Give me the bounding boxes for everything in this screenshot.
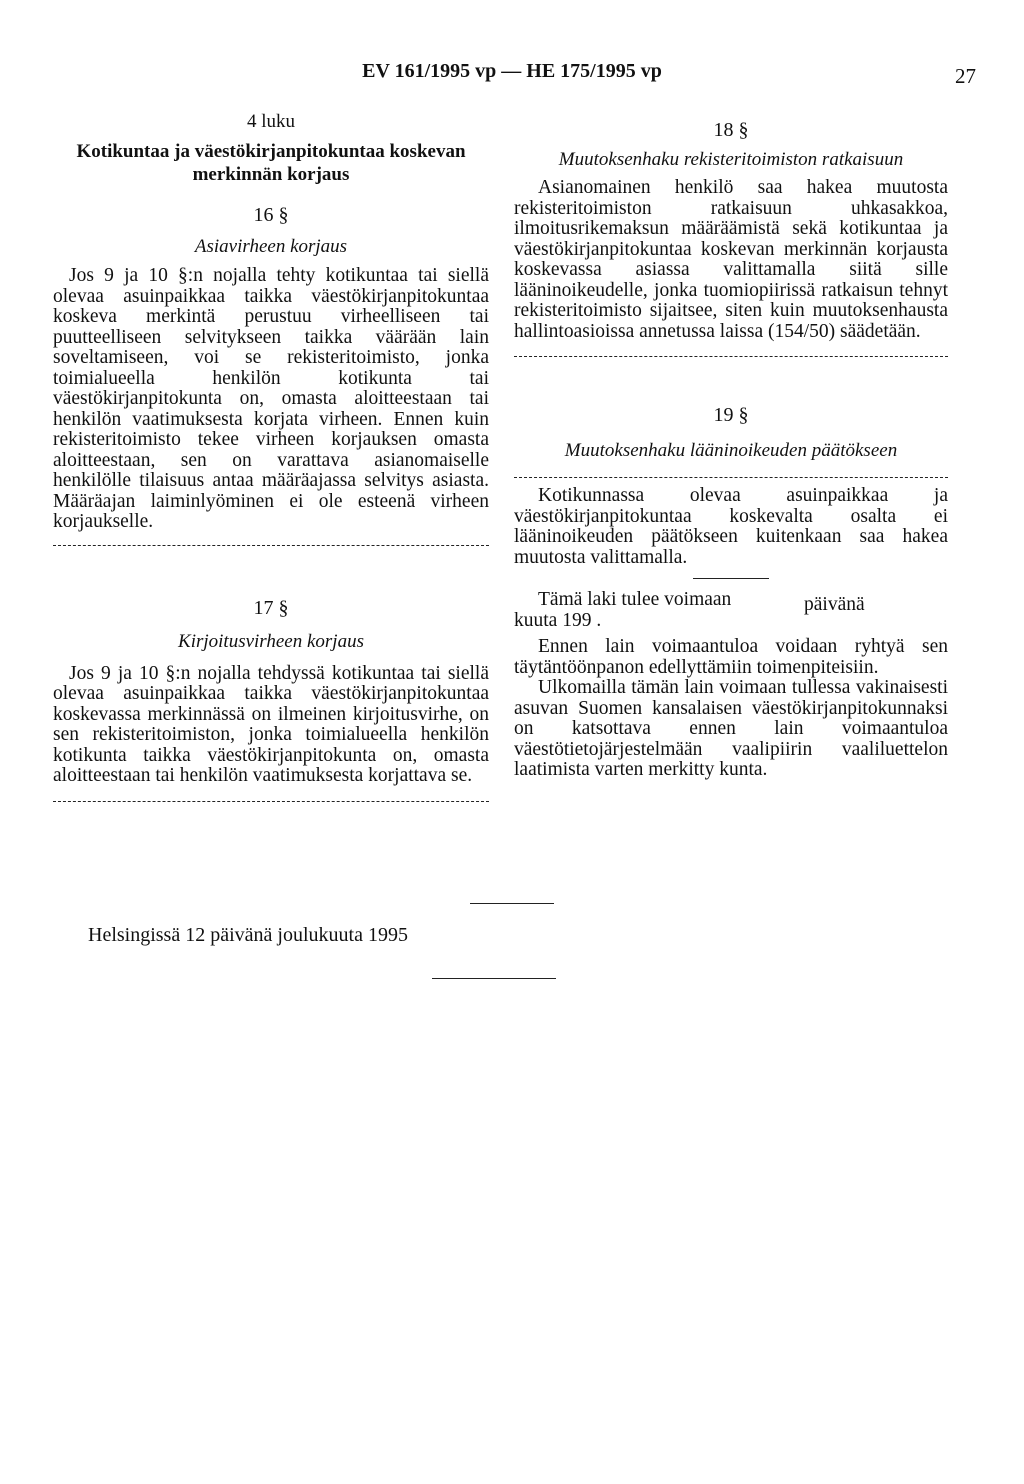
left-column <box>53 100 489 802</box>
section-19-text: Kotikunnassa olevaa asuinpaikkaa ja väestökirjanpitokuntaa koskevalta osalta ei lääninoikeuden päätökseen kuitenkaan saa hakea muutosta valittamalla. <box>514 485 948 568</box>
right-column <box>514 100 948 781</box>
section-18-number: 18 § <box>713 119 749 141</box>
document-reference: EV 161/1995 vp — HE 175/1995 vp <box>362 60 662 82</box>
chapter-title-line-2: merkinnän korjaus <box>192 164 350 185</box>
section-18-text: Asianomainen henkilö saa hakea muutosta rekisteritoimiston ratkaisuun uhkasakkoa, ilmoitusrikemaksun määräämistä sekä kotikuntaa ja väestökirjanpitokuntaa koskevan merkinnän korjausta koskevassa asiassa valittamalla siitä sille lääninoikeudelle, jonka tuomiopiirissä ratkaisun tehnyt rekisteritoimisto sijaitsee, siten kuin muutoksenhausta hallintoasioissa annetussa laissa (154/50) säädetään. <box>514 177 948 342</box>
closing-rule <box>470 903 554 904</box>
chapter-title-line-1: Kotikuntaa ja väestökirjanpitokuntaa koskevan <box>76 141 466 162</box>
section-separator <box>53 801 489 802</box>
entry-text-part-2: päivänä <box>804 594 865 615</box>
entry-into-force-clause <box>514 589 948 631</box>
section-separator <box>514 356 948 357</box>
section-17-number: 17 § <box>253 596 289 619</box>
signature-line: Helsingissä 12 päivänä joulukuuta 1995 <box>88 924 408 946</box>
divider-rule <box>693 578 769 579</box>
section-16-number: 16 § <box>253 204 289 226</box>
section-17-text: Jos 9 ja 10 §:n nojalla tehdyssä kotikuntaa tai siellä olevaa asuinpaikkaa taikka väestökirjanpitokuntaa koskevassa merkinnässä on ilmeinen kirjoitusvirhe, on sen rekisteritoimiston, jonka toimialueella henkilön kotikunta taikka väestökirjanpitokunta on, omasta aloitteestaan tai henkilön vaatimuksesta korjattava se. <box>53 662 489 786</box>
entry-paragraph-3: Ulkomailla tämän lain voimaan tullessa vakinaisesti asuvan Suomen kansalaisen väestökirjanpitokunnaksi on katsottava ennen lain voimaantuloa väestötietojärjestelmään vaalipiirin vaaliluettelon laatimista varten merkitty kunta. <box>514 677 948 780</box>
section-16-text: Jos 9 ja 10 §:n nojalla tehty kotikuntaa tai siellä olevaa asuinpaikkaa taikka väestökirjanpitokuntaa koskeva merkintä perustuu virheelliseen tai puutteelliseen selvitykseen taikka väärään lain soveltamiseen, voi se rekisteritoimisto, jonka toimialueella henkilön kotikunta tai väestökirjanpitokunta on, omasta aloitteestaan tai henkilön vaatimuksesta korjata virheen. Ennen kuin rekisteritoimisto tekee virheen korjauksen omasta aloitteestaan, sen on varattava asianomaiselle henkilölle tilaisuus antaa määräajassa selvitys asiasta. Määräajan laiminlyöminen ei ole esteenä virheen korjaukselle. <box>53 265 489 532</box>
section-19-number: 19 § <box>713 404 749 426</box>
entry-text-part-3: kuuta 199 . <box>514 610 602 631</box>
page-number: 27 <box>955 64 976 88</box>
section-17-title: Kirjoitusvirheen korjaus <box>178 630 364 652</box>
section-16-title: Asiavirheen korjaus <box>194 236 348 257</box>
entry-paragraph-2: Ennen lain voimaantuloa voidaan ryhtyä sen täytäntöönpanon edellyttämiin toimenpiteisiin. <box>514 636 948 678</box>
chapter-title <box>53 140 489 186</box>
page-header <box>0 52 1024 92</box>
section-separator <box>514 477 948 478</box>
section-19-title: Muutoksenhaku lääninoikeuden päätökseen <box>564 440 898 461</box>
entry-text-part-1: Tämä laki tulee voimaan <box>538 589 732 610</box>
end-rule <box>432 978 556 979</box>
section-18-title: Muutoksenhaku rekisteritoimiston ratkaisuun <box>558 149 904 170</box>
chapter-heading: 4 luku <box>246 111 296 132</box>
section-separator <box>53 545 489 546</box>
